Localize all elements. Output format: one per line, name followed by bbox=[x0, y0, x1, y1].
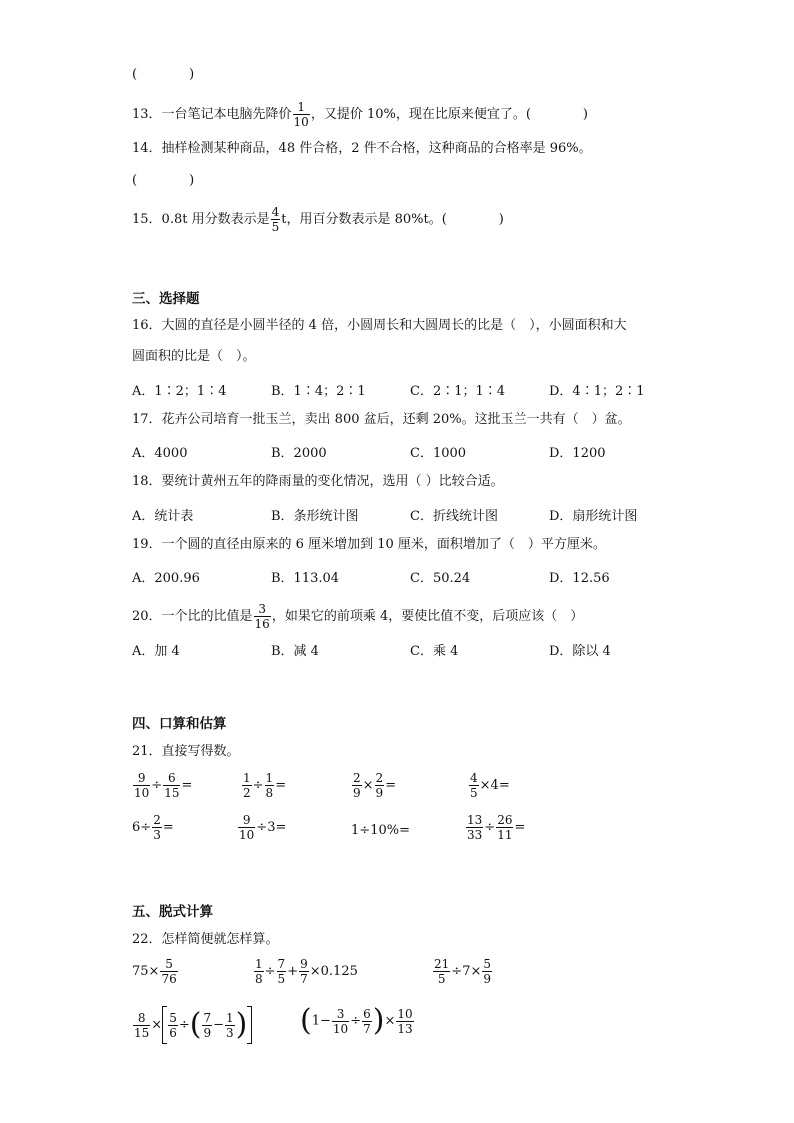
option-a: A．加 4 bbox=[132, 644, 180, 659]
question-18: 18．要统计黄州五年的降雨量的变化情况，选用（ ）比较合适。 bbox=[132, 474, 504, 489]
option-c: C．2∶1；1∶4 bbox=[410, 384, 506, 399]
option-b: B．2000 bbox=[271, 446, 327, 461]
option-b: B．1∶4；2∶1 bbox=[271, 384, 366, 399]
q13-text-pre: 13．一台笔记本电脑先降价 bbox=[132, 107, 292, 122]
expr-21-7: 1÷10%= bbox=[351, 823, 410, 838]
section-heading-calculation: 五、脱式计算 bbox=[132, 904, 213, 920]
fraction: $\frac{1}{10}$ bbox=[293, 100, 309, 129]
q13-text-post: ，又提价 10%，现在比原来便宜了。( ) bbox=[310, 107, 588, 122]
expr-22-1: 75× $\frac{5}{76}$ bbox=[132, 957, 177, 986]
question-15: 15．0.8t 用分数表示是 $\frac{4}{5}$ t，用百分数表示是 80%t。( ) bbox=[132, 205, 504, 234]
option-a: A．4000 bbox=[132, 446, 188, 461]
option-c: C．50.24 bbox=[410, 571, 471, 586]
expr-21-6: $\frac{9}{10}$ ÷3= bbox=[239, 813, 287, 842]
expr-21-2: $\frac{1}{2}$ ÷ $\frac{1}{8}$ = bbox=[243, 771, 287, 800]
question-19: 19．一个圆的直径由原来的 6 厘米增加到 10 厘米，面积增加了（ ）平方厘米。 bbox=[132, 537, 606, 552]
expr-21-4: $\frac{4}{5}$ ×4= bbox=[470, 771, 510, 800]
option-a: A．200.96 bbox=[132, 571, 200, 586]
option-d: D．除以 4 bbox=[549, 644, 611, 659]
option-d: D．12.56 bbox=[549, 571, 610, 586]
option-c: C．1000 bbox=[410, 446, 467, 461]
fraction: $\frac{3}{16}$ bbox=[254, 602, 270, 631]
expr-21-8: $\frac{13}{33}$ ÷ $\frac{26}{11}$ = bbox=[467, 813, 526, 842]
option-c: C．折线统计图 bbox=[410, 509, 498, 524]
expr-22-3: $\frac{21}{5}$ ÷7× $\frac{5}{9}$ bbox=[434, 957, 492, 986]
q12-answer-blank: ( ) bbox=[132, 67, 195, 82]
fraction: $\frac{4}{5}$ bbox=[271, 205, 280, 234]
expr-22-4: $\frac{8}{15}$ × $\frac{5}{6}$ ÷( $\frac{7}{9}$ − $\frac{1}{3}$ ) bbox=[132, 1006, 252, 1044]
expr-21-1: $\frac{9}{10}$ ÷ $\frac{6}{15}$ = bbox=[134, 771, 193, 800]
option-b: B．113.04 bbox=[271, 571, 340, 586]
option-d: D．1200 bbox=[549, 446, 606, 461]
option-d: D．扇形统计图 bbox=[549, 509, 638, 524]
question-17: 17．花卉公司培育一批玉兰，卖出 800 盆后，还剩 20%。这批玉兰一共有（ ）盆。 bbox=[132, 412, 631, 427]
option-b: B．条形统计图 bbox=[271, 509, 359, 524]
section-heading-mental-math: 四、口算和估算 bbox=[132, 716, 227, 732]
question-21-title: 21．直接写得数。 bbox=[132, 744, 240, 759]
expr-22-2: $\frac{1}{8}$ ÷ $\frac{7}{5}$ + $\frac{9}{7}$ ×0.125 bbox=[255, 957, 358, 986]
section-heading-choice: 三、选择题 bbox=[132, 291, 200, 307]
option-d: D．4∶1；2∶1 bbox=[549, 384, 645, 399]
question-14: 14．抽样检测某种商品，48 件合格，2 件不合格，这种商品的合格率是 96%。 bbox=[132, 141, 592, 156]
option-c: C．乘 4 bbox=[410, 644, 459, 659]
question-13 bbox=[132, 100, 588, 129]
option-a: A．1∶2；1∶4 bbox=[132, 384, 227, 399]
option-b: B．减 4 bbox=[271, 644, 319, 659]
question-20: 20．一个比的比值是 $\frac{3}{16}$ ，如果它的前项乘 4，要使比值不变，后项应该（ ） bbox=[132, 602, 584, 631]
expr-22-5: (1− $\frac{3}{10}$ ÷ $\frac{6}{7}$ )× $\frac{10}{13}$ bbox=[300, 1003, 413, 1038]
option-a: A．统计表 bbox=[132, 509, 194, 524]
question-16-line2: 圆面积的比是（ ）。 bbox=[132, 349, 256, 364]
question-22-title: 22．怎样简便就怎样算。 bbox=[132, 932, 279, 947]
expr-21-5: 6÷ $\frac{2}{3}$ = bbox=[132, 813, 174, 842]
q14-answer-blank: ( ) bbox=[132, 173, 195, 188]
question-16-line1: 16．大圆的直径是小圆半径的 4 倍，小圆周长和大圆周长的比是（ ），小圆面积和大 bbox=[132, 318, 627, 333]
expr-21-3: $\frac{2}{9}$ × $\frac{2}{9}$ = bbox=[353, 771, 397, 800]
